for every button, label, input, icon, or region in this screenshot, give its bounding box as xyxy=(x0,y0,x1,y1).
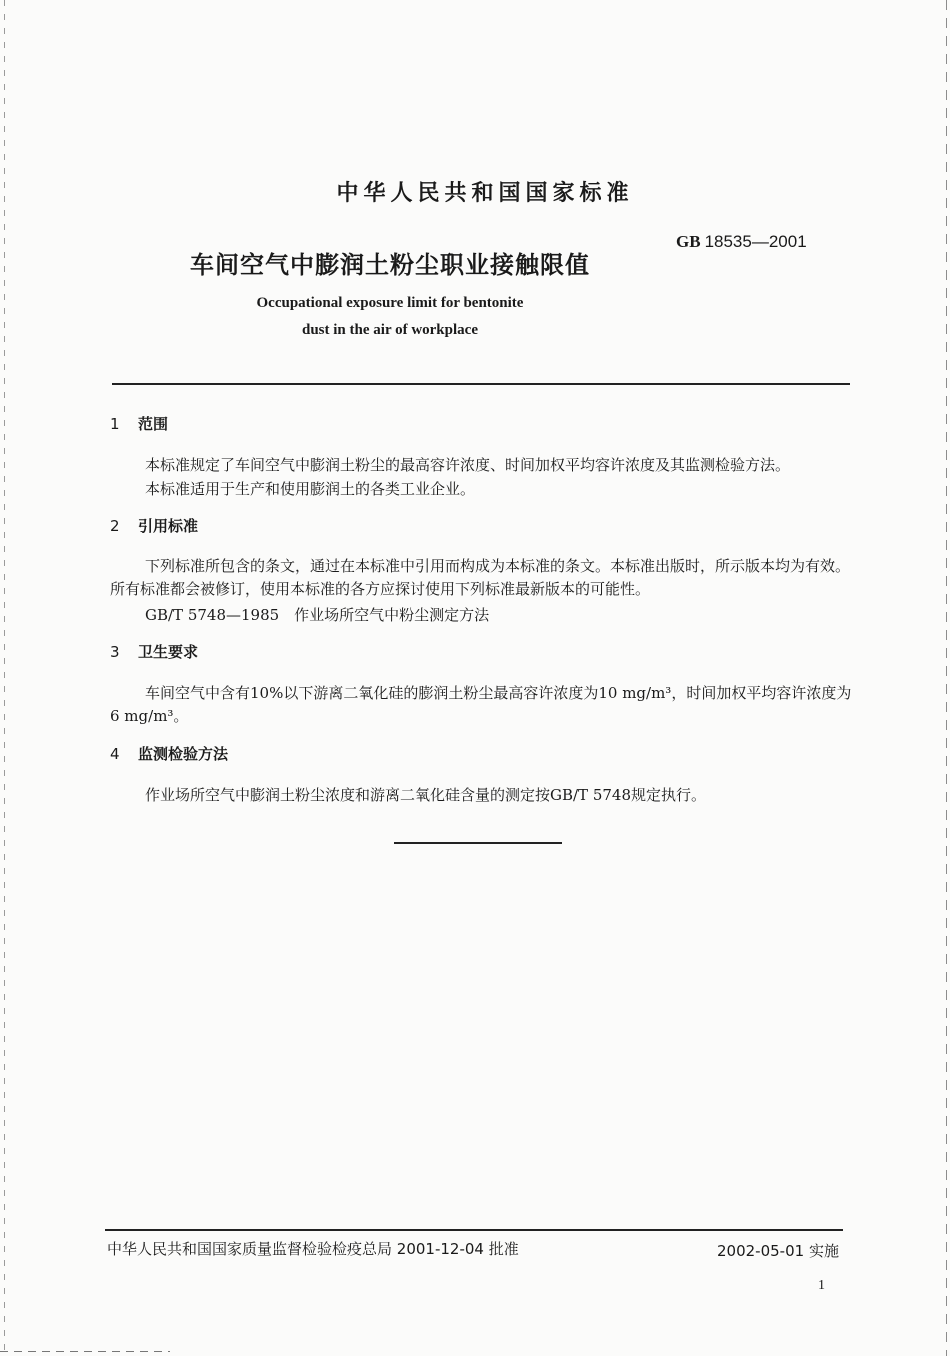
section-3-heading xyxy=(110,641,198,662)
section-4-paragraph-1: 作业场所空气中膨润土粉尘浓度和游离二氧化硅含量的测定按GB/T 5748规定执行。 xyxy=(145,786,707,804)
standard-prefix: GB xyxy=(676,232,701,251)
section-3-paragraph-1: 车间空气中含有10%以下游离二氧化硅的膨润土粉尘最高容许浓度为10 mg/m³，时间加权平均容许浓度为6 mg/m³。 xyxy=(110,684,852,725)
section-1-heading xyxy=(110,413,168,434)
header-divider xyxy=(112,383,850,385)
section-number: 1 xyxy=(110,415,120,433)
section-title: 监测检验方法 xyxy=(138,745,229,763)
title-english-line-2: dust in the air of workplace xyxy=(302,322,478,338)
end-of-text-rule xyxy=(394,842,562,844)
section-number: 2 xyxy=(110,517,120,535)
approval-line: 中华人民共和国国家质量监督检验检疫总局 2001-12-04 批准 xyxy=(107,1240,519,1258)
section-4-heading xyxy=(110,743,228,764)
page-number: 1 xyxy=(818,1278,825,1293)
section-title: 卫生要求 xyxy=(138,643,199,661)
section-number: 3 xyxy=(110,643,120,661)
section-number: 4 xyxy=(110,745,120,763)
section-title: 范围 xyxy=(138,415,169,433)
footer-divider xyxy=(105,1229,843,1231)
national-standard-heading: 中华人民共和国国家标准 xyxy=(336,181,634,206)
standard-code: 18535—2001 xyxy=(704,232,807,251)
section-2-heading xyxy=(110,515,198,536)
title-chinese: 车间空气中膨润土粉尘职业接触限值 xyxy=(190,251,590,279)
standard-number xyxy=(676,232,807,252)
section-1-paragraph-1: 本标准规定了车间空气中膨润土粉尘的最高容许浓度、时间加权平均容许浓度及其监测检验方法。 xyxy=(145,456,791,474)
implementation-date: 2002-05-01 实施 xyxy=(717,1242,839,1260)
section-2-paragraph-1: 下列标准所包含的条文，通过在本标准中引用而构成为本标准的条文。本标准出版时，所示版本均为有效。所有标准都会被修订，使用本标准的各方应探讨使用下列标准最新版本的可能性。 xyxy=(110,557,851,598)
title-english-line-1: Occupational exposure limit for bentonite xyxy=(256,295,524,311)
scan-edge-bottom xyxy=(0,1351,170,1352)
section-1-paragraph-2: 本标准适用于生产和使用膨润土的各类工业企业。 xyxy=(145,480,476,498)
section-title: 引用标准 xyxy=(138,517,199,535)
referenced-standard: GB/T 5748—1985 作业场所空气中粉尘测定方法 xyxy=(145,606,490,624)
